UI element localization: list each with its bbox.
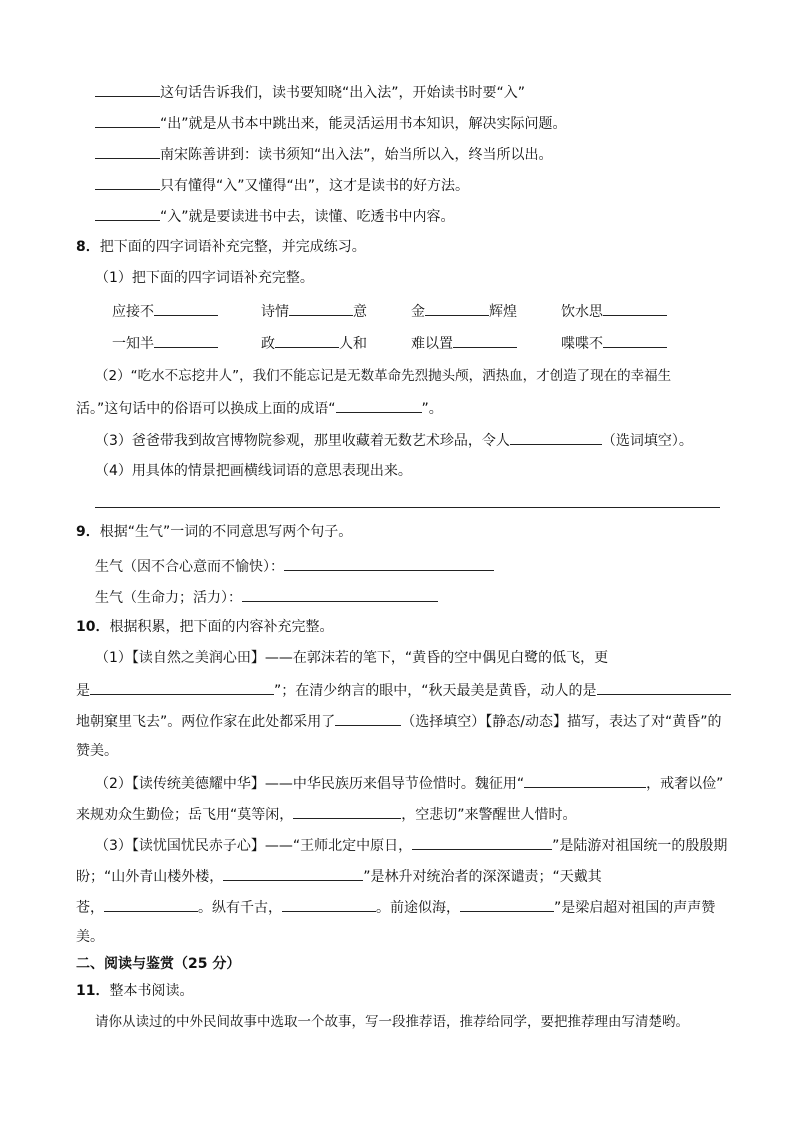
- q7-line-5: “入”就是要读进书中去，读懂、吃透书中内容。: [95, 205, 455, 225]
- answer-blank[interactable]: [597, 679, 731, 695]
- q10-title: 10．根据积累，把下面的内容补充完整。: [76, 619, 334, 635]
- answer-blank[interactable]: [335, 710, 401, 726]
- answer-blank[interactable]: [289, 300, 353, 316]
- q8-sub4: （4）用具体的情景把画横线词语的意思表现出来。: [95, 463, 412, 479]
- answer-blank[interactable]: [412, 834, 552, 850]
- answer-blank[interactable]: [223, 865, 363, 881]
- q9-line2: 生气（生命力；活力）：: [95, 586, 438, 606]
- q7-line-3: 南宋陈善讲到：读书须知“出入法”，始当所以入，终当所以出。: [95, 143, 553, 163]
- q10-p3-line4: 美。: [76, 929, 104, 945]
- q10-p3-line3: 苍， 。纵有千古， 。前途似海， ”是梁启超对祖国的声声赞: [76, 896, 715, 916]
- answer-blank[interactable]: [510, 429, 602, 445]
- idiom-8: 喋喋不: [561, 332, 667, 352]
- answer-blank[interactable]: [154, 332, 218, 348]
- answer-blank[interactable]: [603, 332, 667, 348]
- answer-blank[interactable]: [336, 397, 422, 413]
- q8-sub3: （3）爸爸带我到故宫博物院参观，那里收藏着无数艺术珍品，令人 （选词填空）。: [95, 429, 693, 449]
- answer-blank[interactable]: [95, 112, 160, 128]
- q7-line-1: 这句话告诉我们，读书要知晓“出入法”，开始读书时要“入”: [95, 81, 525, 101]
- answer-blank[interactable]: [90, 679, 274, 695]
- answer-blank[interactable]: [275, 332, 339, 348]
- answer-blank[interactable]: [293, 803, 401, 819]
- answer-blank[interactable]: [95, 174, 160, 190]
- answer-line[interactable]: [95, 507, 720, 508]
- answer-blank[interactable]: [460, 896, 554, 912]
- q7-line-4: 只有懂得“入”又懂得“出”，这才是读书的好方法。: [95, 174, 469, 194]
- q9-title: 9．根据“生气”一词的不同意思写两个句子。: [76, 524, 353, 540]
- idiom-5: 一知半: [112, 332, 218, 352]
- idiom-6: 政 人和: [261, 332, 367, 352]
- idiom-2: 诗情 意: [261, 300, 367, 320]
- q10-p2-line1: （2）【读传统美德耀中华】——中华民族历来倡导节俭惜时。魏征用“ ，戒奢以俭”: [95, 772, 723, 792]
- idiom-4: 饮水思: [561, 300, 667, 320]
- answer-blank[interactable]: [282, 896, 376, 912]
- q11-title: 11．整本书阅读。: [76, 983, 194, 999]
- q8-sub2-line1: （2）“吃水不忘挖井人”，我们不能忘记是无数革命先烈抛头颅，洒热血，才创造了现在的幸福生: [95, 368, 672, 384]
- answer-blank[interactable]: [603, 300, 667, 316]
- answer-blank[interactable]: [95, 205, 160, 221]
- idiom-7: 难以置: [411, 332, 517, 352]
- idiom-1: 应接不: [112, 300, 218, 320]
- q10-p1-line3: 地朝窠里飞去”。两位作家在此处都采用了 （选择填空）【静态/动态】描写，表达了对“黄昏”的: [76, 710, 722, 730]
- section-heading: 二、阅读与鉴赏（25 分）: [76, 956, 241, 972]
- answer-blank[interactable]: [284, 555, 494, 571]
- q10-p1-line2: 是 ”；在清少纳言的眼中，“秋天最美是黄昏，动人的是: [76, 679, 731, 699]
- answer-blank[interactable]: [425, 300, 489, 316]
- answer-blank[interactable]: [104, 896, 198, 912]
- q7-line-2: “出”就是从书本中跳出来，能灵活运用书本知识，解决实际问题。: [95, 112, 567, 132]
- q10-p1-line4: 赞美。: [76, 743, 118, 759]
- answer-blank[interactable]: [95, 143, 160, 159]
- answer-blank[interactable]: [453, 332, 517, 348]
- q10-p3-line2: 盼；“山外青山楼外楼， ”是林升对统治者的深深谴责；“天戴其: [76, 865, 602, 885]
- answer-blank[interactable]: [242, 586, 438, 602]
- q10-p3-line1: （3）【读忧国忧民赤子心】——“王师北定中原日， ”是陆游对祖国统一的殷殷期: [95, 834, 727, 854]
- q8-sub1: （1）把下面的四字词语补充完整。: [95, 270, 314, 286]
- q10-p1-line1: （1）【读自然之美润心田】——在郭沫若的笔下，“黄昏的空中偶见白鹭的低飞，更: [95, 650, 609, 666]
- answer-blank[interactable]: [154, 300, 218, 316]
- q8-sub2-line2: 活。”这句话中的俗语可以换成上面的成语“ ”。: [76, 397, 443, 417]
- q9-line1: 生气（因不合心意而不愉快）：: [95, 555, 494, 575]
- q10-p2-line2: 来规劝众生勤俭；岳飞用“莫等闲， ，空悲切”来警醒世人惜时。: [76, 803, 577, 823]
- q8-title: 8．把下面的四字词语补充完整，并完成练习。: [76, 239, 366, 255]
- answer-blank[interactable]: [95, 81, 160, 97]
- answer-blank[interactable]: [524, 772, 646, 788]
- idiom-3: 金 辉煌: [411, 300, 517, 320]
- q11-body: 请你从读过的中外民间故事中选取一个故事，写一段推荐语，推荐给同学，要把推荐理由写清楚哟。: [95, 1014, 689, 1030]
